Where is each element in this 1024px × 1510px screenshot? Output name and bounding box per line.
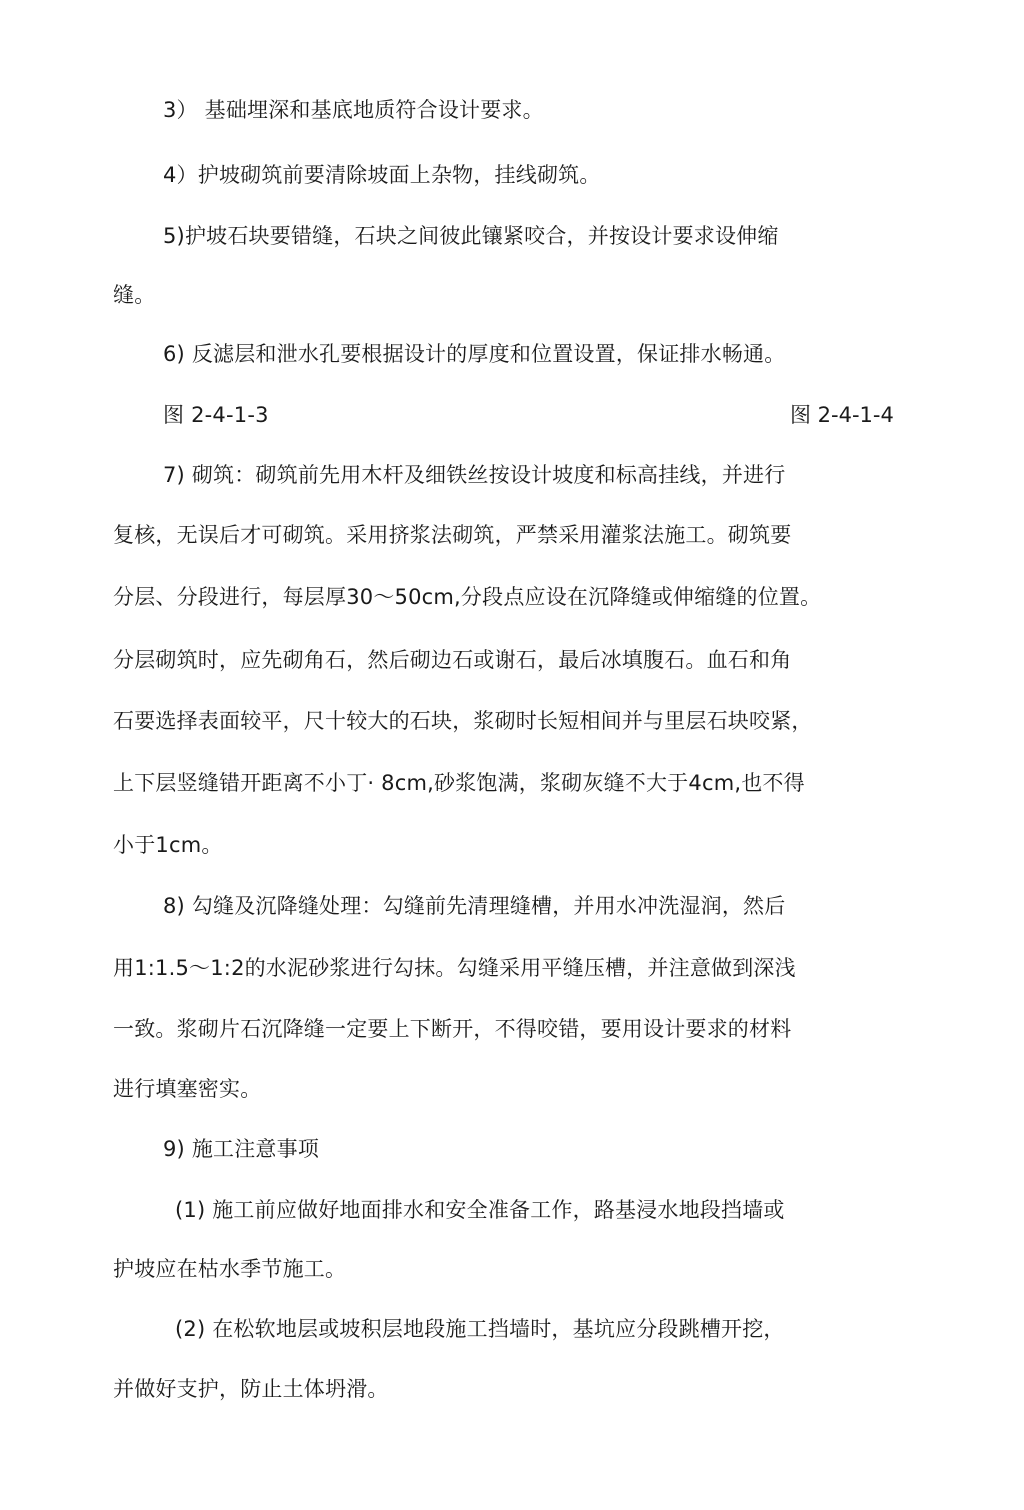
text-line-3: 5)护坡石块要错缝，石块之间彼此镶紧咬合，并按设计要求设伸缩 — [163, 224, 779, 248]
text-line-8: 分层、分段进行，每层厚30～50cm,分段点应设在沉降缝或伸缩缝的位置。 — [113, 585, 822, 609]
text-line-19: 护坡应在枯水季节施工。 — [113, 1257, 347, 1281]
text-line-15: 一致。浆砌片石沉降缝一定要上下断开，不得咬错，要用设计要求的材料 — [113, 1017, 792, 1041]
text-line-5: 6) 反滤层和泄水孔要根据设计的厚度和位置设置，保证排水畅通。 — [163, 342, 786, 366]
text-line-7: 复核，无误后才可砌筑。采用挤浆法砌筑，严禁采用灌浆法施工。砌筑要 — [113, 523, 792, 547]
text-line-20: (2) 在松软地层或坡积层地段施工挡墙时，基坑应分段跳槽开挖， — [175, 1317, 785, 1341]
text-line-14: 用1:1.5～1:2的水泥砂浆进行勾抹。勾缝采用平缝压槽，并注意做到深浅 — [113, 956, 796, 980]
text-line-9: 分层砌筑时，应先砌角石，然后砌边石或谢石，最后冰填腹石。血石和角 — [113, 648, 792, 672]
text-line-4: 缝。 — [113, 283, 156, 307]
text-line-13: 8) 勾缝及沉降缝处理：勾缝前先清理缝槽，并用水冲洗湿润，然后 — [163, 894, 786, 918]
text-line-11: 上下层竖缝错开距离不小丁· 8cm,砂浆饱满，浆砌灰缝不大于4cm,也不得 — [113, 771, 805, 795]
text-line-12: 小于1cm。 — [113, 833, 223, 857]
text-line-2: 4）护坡砌筑前要清除坡面上杂物，挂线砌筑。 — [163, 163, 601, 187]
text-line-10: 石要选择表面较平，尺十较大的石块，浆砌时长短相间并与里层石块咬紧， — [113, 709, 813, 733]
figure-caption-left: 图 2-4-1-3 — [163, 403, 269, 427]
text-line-16: 进行填塞密实。 — [113, 1077, 262, 1101]
text-line-1: 3） 基础埋深和基底地质符合设计要求。 — [163, 98, 544, 122]
text-line-18: (1) 施工前应做好地面排水和安全准备工作，路基浸水地段挡墙或 — [175, 1198, 785, 1222]
text-line-21: 并做好支护，防止土体坍滑。 — [113, 1377, 389, 1401]
text-line-6: 7) 砌筑：砌筑前先用木杆及细铁丝按设计坡度和标高挂线，并进行 — [163, 463, 786, 487]
figure-caption-right: 图 2-4-1-4 — [790, 403, 894, 427]
text-line-17: 9) 施工注意事项 — [163, 1137, 320, 1161]
